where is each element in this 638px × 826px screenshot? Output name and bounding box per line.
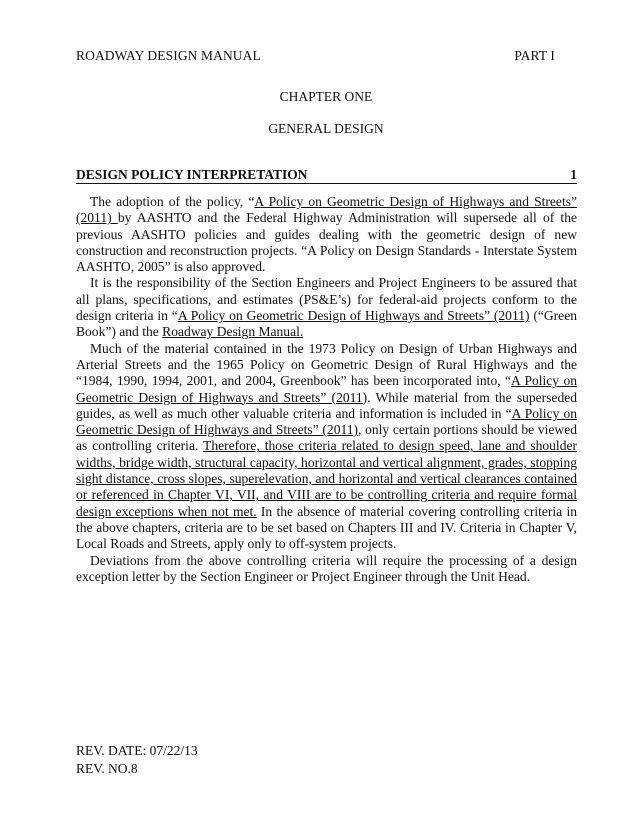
- policy-reference: A Policy on Geometric Design of Highways and Streets” (2011): [76, 194, 577, 226]
- body-text: [76, 194, 577, 585]
- revision-date: REV. DATE: 07/22/13: [76, 743, 198, 758]
- revision-number: REV. NO.8: [76, 761, 138, 776]
- running-header-part: PART I: [514, 48, 555, 63]
- section-heading: [76, 166, 577, 184]
- policy-reference: A Policy on Geometric Design of Highways and Streets” (2011): [76, 373, 577, 405]
- running-header-title: ROADWAY DESIGN MANUAL: [76, 48, 261, 63]
- manual-reference: Roadway Design Manual.: [162, 324, 304, 340]
- paragraph-deviations: Deviations from the above controlling criteria will require the processing of a design exception letter by the Section Engineer or Project Engineer through the Unit Head.: [76, 552, 577, 584]
- section-number: 1: [570, 167, 577, 182]
- chapter-subtitle: GENERAL DESIGN: [268, 121, 384, 136]
- controlling-criteria-text: Therefore, those criteria related to design speed, lane and shoulder widths, bridge width, structural capacity, horizontal and vertical alignment, grades, stopping sight distance, cross slopes, superelevation, and horizontal and vertical clearances contained or referenced in Chapter VI, VII, and VIII are to be controlling criteria and require formal design exceptions when not met.: [76, 438, 577, 519]
- paragraph-adoption: The adoption of the policy, “A Policy on Geometric Design of Highways and Streets” (2011) by AASHTO and the Federal Highway Administration will supersede all of the previous AASHTO policies and guides dealing with the geometric design of new construction and reconstruction projects. “A Policy on Design Standards - Interstate System AASHTO, 2005” is also approved.: [76, 194, 577, 275]
- paragraph-responsibility: It is the responsibility of the Section Engineers and Project Engineers to be assured that all plans, specifications, and estimates (PS&E’s) for federal-aid projects conform to the design criteria in “A Policy on Geometric Design of Highways and Streets” (2011) (“Green Book”) and the Roadway Design Manual.: [76, 275, 577, 340]
- section-title: DESIGN POLICY INTERPRETATION: [76, 167, 308, 182]
- paragraph-material: Much of the material contained in the 1973 Policy on Design of Urban Highways and Arterial Streets and the 1965 Policy on Geometric Design of Rural Highways and the “1984, 1990, 1994, 2001, and 2004, Greenbook” has been incorporated into, “A Policy on Geometric Design of Highways and Streets” (2011). While material from the superseded guides, as well as much other valuable criteria and information is included in “A Policy on Geometric Design of Highways and Streets” (2011), only certain portions should be viewed as controlling criteria. Therefore, those criteria related to design speed, lane and shoulder widths, bridge width, structural capacity, horizontal and vertical alignment, grades, stopping sight distance, cross slopes, superelevation, and horizontal and vertical clearances contained or referenced in Chapter VI, VII, and VIII are to be controlling criteria and require formal design exceptions when not met. In the absence of material covering controlling criteria in the above chapters, criteria are to be set based on Chapters III and IV. Criteria in Chapter V, Local Roads and Streets, apply only to off-system projects.: [76, 340, 578, 552]
- policy-reference: A Policy on Geometric Design of Highways and Streets” (2011): [76, 405, 577, 438]
- policy-reference: A Policy on Geometric Design of Highways and Streets” (2011): [177, 308, 530, 324]
- chapter-heading: CHAPTER ONE: [279, 89, 373, 104]
